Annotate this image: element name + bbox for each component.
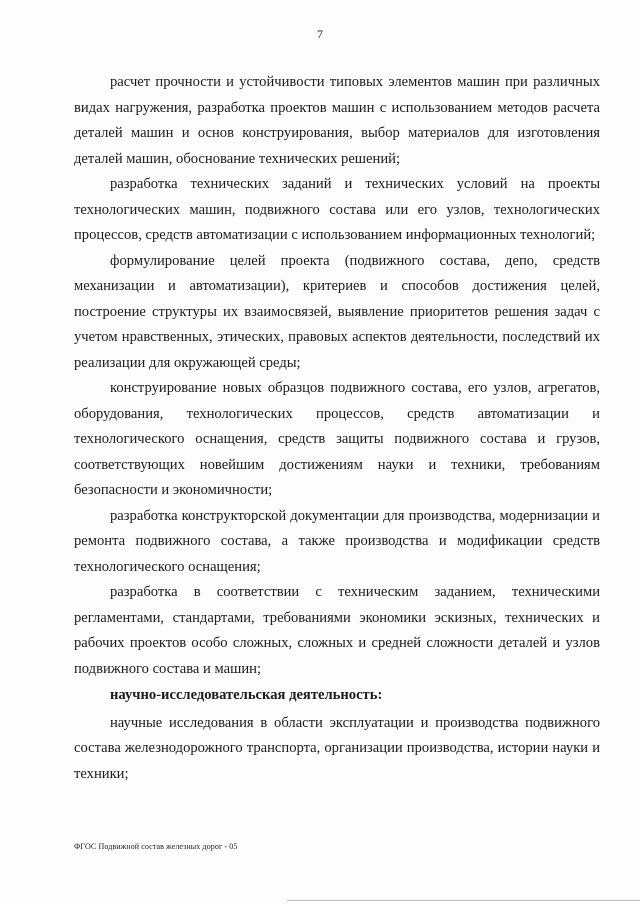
paragraph-project-goals: формулирование целей проекта (подвижного состава, депо, средств механизации и автоматизации), критериев и способов достижения целей, построение структуры их взаимосвязей, выявление приоритетов решения задач с учетом нравственных, этических, правовых аспектов деятельности, последствий их реализации для окружающей среды; [74,252,600,371]
section-heading-research: научно-исследовательская деятельность: [110,687,383,703]
paragraph-technical-specifications: разработка технических заданий и технических условий на проекты технологических машин, подвижного состава или его узлов, технологических процессов, средств автоматизации с использованием информационных технологий; [74,176,600,243]
body-text [74,70,600,787]
paragraph-design-documentation: разработка конструкторской документации для производства, модернизации и ремонта подвижного состава, а также производства и модификации средств технологического оснащения; [74,507,600,575]
page-number: 7 [317,27,323,41]
paragraph-project-development: разработка в соответствии с техническим заданием, техническими регламентами, стандартами, требованиями экономики эскизных, технических и рабочих проектов особо сложных, сложных и средней сложности деталей и узлов подвижного состава и машин; [74,584,600,677]
paragraph-research: научные исследования в области эксплуатации и производства подвижного состава железнодорожного транспорта, организации производства, истории науки и техники; [74,714,600,782]
paragraph-design-new-models: конструирование новых образцов подвижного состава, его узлов, агрегатов, оборудования, технологических процессов, средств автоматизации и технологического оснащения, средств защиты подвижного состава и грузов, соответствующих новейшим достижениям науки и техники, требованиям безопасности и экономичности; [74,380,600,498]
scan-edge-line [287,900,640,901]
footer-standard-label: ФГОС Подвижной состав железных дорог - 05 [74,842,238,851]
paragraph-strength-calculation: расчет прочности и устойчивости типовых элементов машин при различных видах нагружения, разработка проектов машин с использованием методов расчета деталей машин и основ конструирования, выбор материалов для изготовления деталей машин, обоснование технических решений; [74,74,600,167]
